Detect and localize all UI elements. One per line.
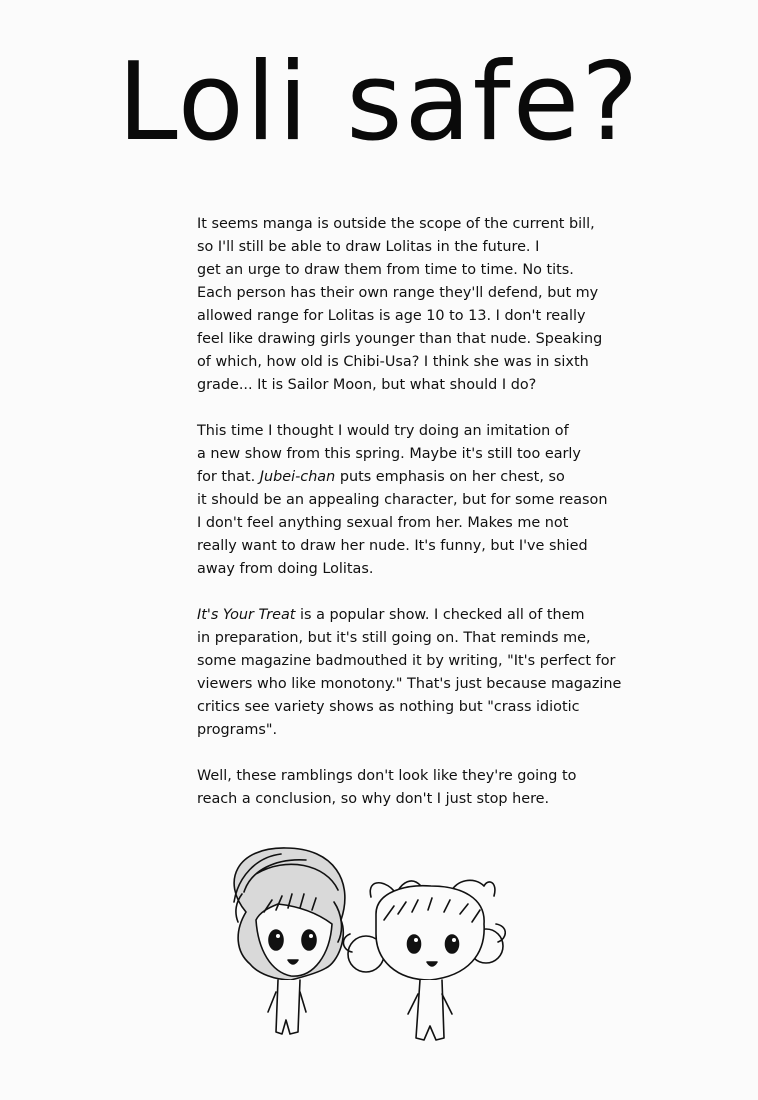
text-line: feel like drawing girls younger than that nude. Speaking	[197, 331, 603, 347]
paragraph-2	[197, 420, 637, 581]
text-line: really want to draw her nude. It's funny, but I've shied	[197, 538, 588, 554]
page-title: Loli safe?	[117, 40, 641, 165]
text-segment: puts emphasis on her chest, so	[335, 469, 565, 485]
text-line: critics see variety shows as nothing but "crass idiotic	[197, 699, 580, 715]
paragraph-4	[197, 765, 637, 811]
text-line	[197, 604, 637, 627]
text-line: programs".	[197, 722, 278, 738]
text-line: viewers who like monotony." That's just because magazine	[197, 676, 622, 692]
essay-body	[197, 213, 637, 834]
text-line: of which, how old is Chibi-Usa? I think she was in sixth	[197, 354, 589, 370]
text-line: It seems manga is outside the scope of the current bill,	[197, 216, 595, 232]
text-line: get an urge to draw them from time to time. No tits.	[197, 262, 574, 278]
text-line: allowed range for Lolitas is age 10 to 13. I don't really	[197, 308, 586, 324]
paragraph-1	[197, 213, 637, 397]
text-line: so I'll still be able to draw Lolitas in the future. I	[197, 239, 540, 255]
text-line: grade... It is Sailor Moon, but what should I do?	[197, 377, 537, 393]
text-line: This time I thought I would try doing an imitation of	[197, 423, 569, 439]
text-line: away from doing Lolitas.	[197, 561, 374, 577]
text-line: Well, these ramblings don't look like they're going to	[197, 768, 577, 784]
text-line: reach a conclusion, so why don't I just stop here.	[197, 791, 550, 807]
chibi-girl-dark-hair	[234, 848, 345, 1034]
text-line: some magazine badmouthed it by writing, "It's perfect for	[197, 653, 616, 669]
text-line: Each person has their own range they'll defend, but my	[197, 285, 599, 301]
text-line: it should be an appealing character, but for some reason	[197, 492, 608, 508]
chibi-girl-odango-hair	[343, 880, 505, 1040]
text-segment: is a popular show. I checked all of them	[295, 607, 585, 623]
text-segment: for that.	[197, 469, 260, 485]
show-title-jubei-chan: Jubei-chan	[259, 469, 336, 485]
show-title-its-your-treat: It's Your Treat	[197, 607, 296, 623]
text-line	[197, 466, 637, 489]
paragraph-3	[197, 604, 637, 742]
text-line: I don't feel anything sexual from her. Makes me not	[197, 515, 569, 531]
chibi-girls-illustration	[216, 842, 506, 1082]
text-line: a new show from this spring. Maybe it's still too early	[197, 446, 581, 462]
text-line: in preparation, but it's still going on. That reminds me,	[197, 630, 591, 646]
